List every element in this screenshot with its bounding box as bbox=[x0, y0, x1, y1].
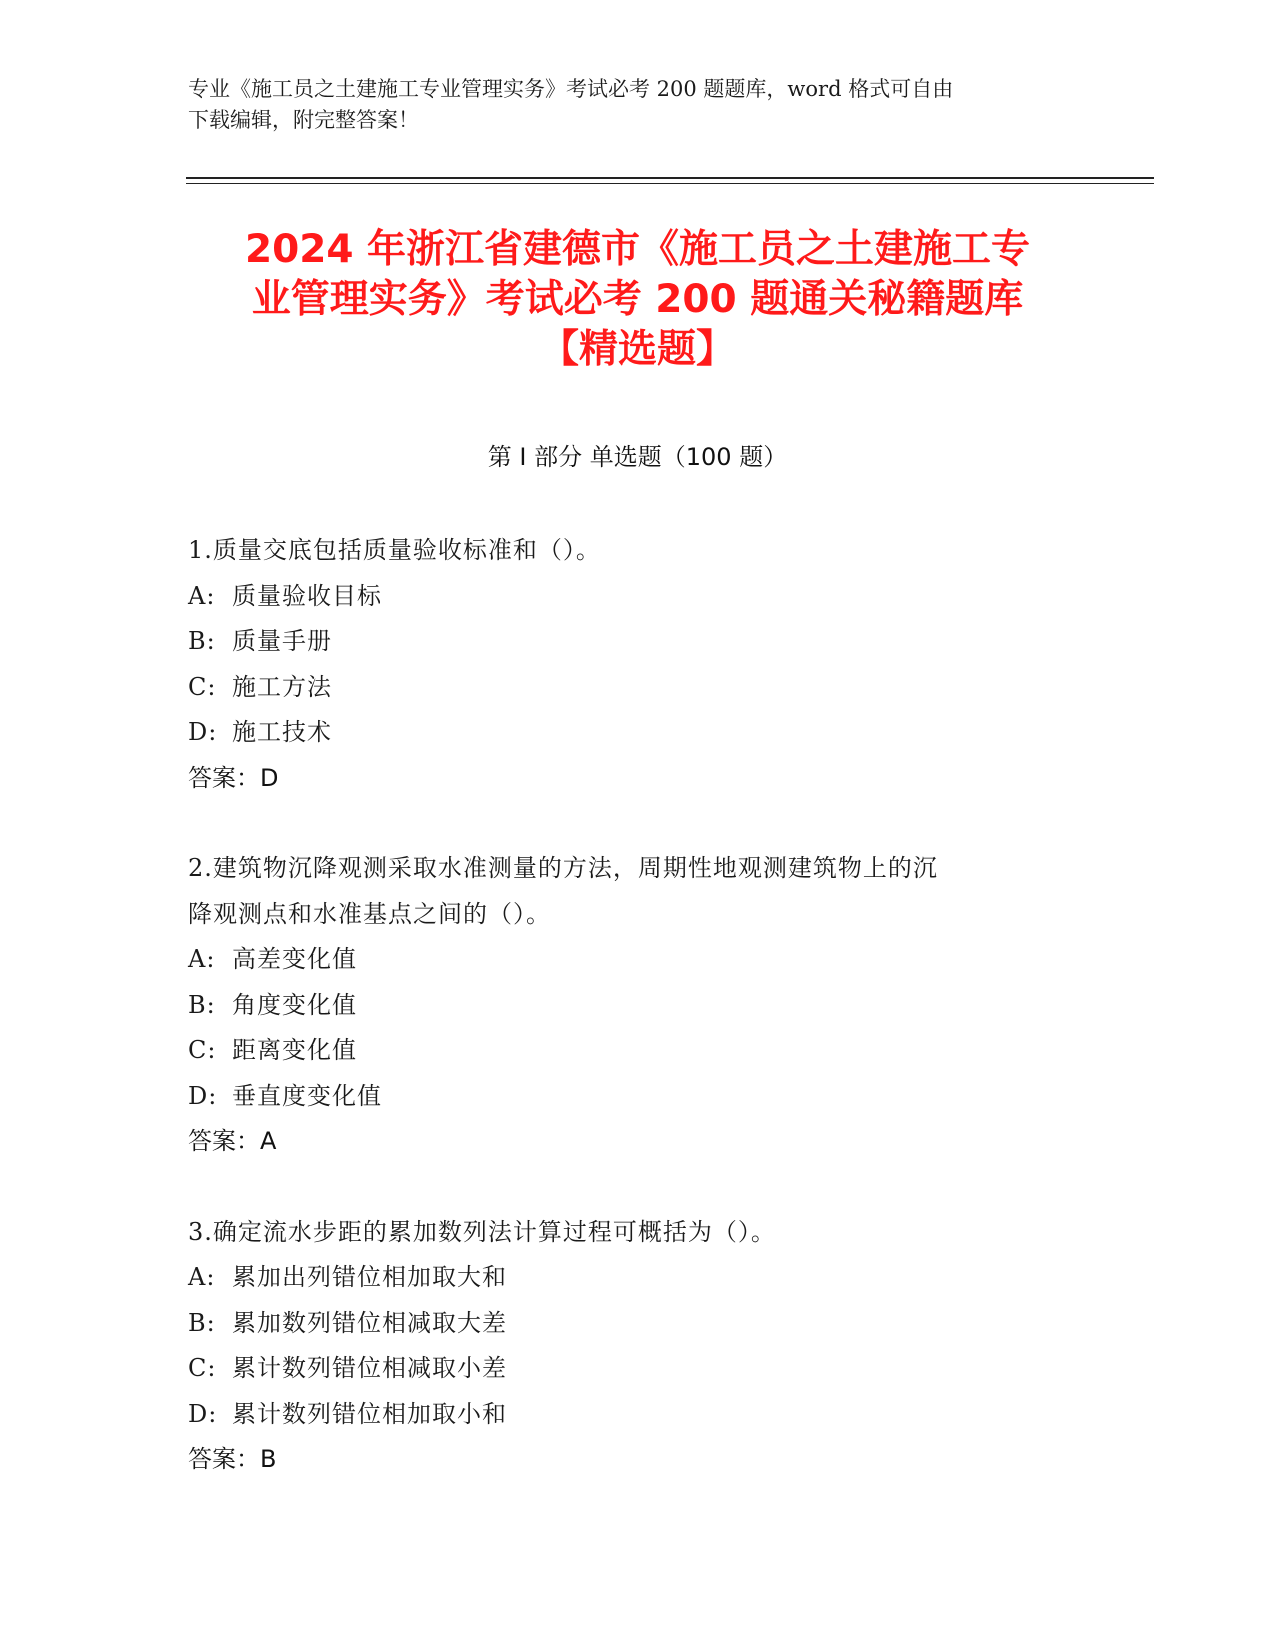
question-list bbox=[188, 528, 1088, 1528]
option-c bbox=[188, 1028, 1088, 1074]
question-stem-continued: 降观测点和水准基点之间的（）。 bbox=[188, 899, 551, 928]
option-d bbox=[188, 1392, 1088, 1438]
section-heading: 第 I 部分 单选题（100 题） bbox=[487, 443, 788, 471]
option-letter: B: bbox=[188, 627, 216, 655]
option-c bbox=[188, 665, 1088, 711]
title-line-1: 2024 年浙江省建德市《施工员之土建施工专 bbox=[244, 227, 1031, 272]
header-divider-thick bbox=[186, 177, 1154, 179]
option-c bbox=[188, 1346, 1088, 1392]
option-letter: B: bbox=[188, 1308, 216, 1337]
option-letter: B: bbox=[188, 990, 216, 1019]
option-a bbox=[188, 1255, 1088, 1301]
question-stem: 2.建筑物沉降观测采取水准测量的方法，周期性地观测建筑物上的沉 bbox=[188, 854, 938, 882]
header-note bbox=[188, 74, 1088, 136]
header-note-line-1: 专业《施工员之土建施工专业管理实务》考试必考 200 题题库，word 格式可自由 bbox=[188, 77, 954, 101]
option-letter: D: bbox=[188, 1081, 218, 1110]
option-text: 累计数列错位相加取小和 bbox=[232, 1399, 507, 1428]
question-3 bbox=[188, 1210, 1088, 1483]
title-line-3: 【精选题】 bbox=[539, 327, 735, 372]
question-stem: 1.质量交底包括质量验收标准和（）。 bbox=[188, 536, 601, 564]
option-text: 质量验收目标 bbox=[232, 581, 382, 610]
title-line-2: 业管理实务》考试必考 200 题通关秘籍题库 bbox=[251, 277, 1024, 322]
option-d bbox=[188, 710, 1088, 756]
answer-line: 答案：A bbox=[188, 1127, 277, 1155]
option-letter: C: bbox=[188, 1354, 217, 1382]
option-text: 垂直度变化值 bbox=[232, 1081, 382, 1110]
option-text: 累加数列错位相减取大差 bbox=[232, 1308, 507, 1337]
question-1 bbox=[188, 528, 1088, 801]
answer-line: 答案：B bbox=[188, 1445, 277, 1473]
option-text: 质量手册 bbox=[232, 627, 332, 655]
question-stem: 3.确定流水步距的累加数列法计算过程可概括为（）。 bbox=[188, 1217, 776, 1246]
option-text: 角度变化值 bbox=[232, 990, 357, 1019]
option-text: 累加出列错位相加取大和 bbox=[232, 1263, 507, 1291]
option-b bbox=[188, 619, 1088, 665]
option-text: 距离变化值 bbox=[232, 1036, 357, 1064]
option-a bbox=[188, 937, 1088, 983]
option-a bbox=[188, 574, 1088, 620]
option-text: 施工方法 bbox=[232, 672, 332, 701]
header-note-line-2: 下载编辑，附完整答案！ bbox=[188, 108, 419, 132]
option-letter: D: bbox=[188, 718, 218, 746]
option-letter: C: bbox=[188, 1036, 217, 1064]
option-letter: A: bbox=[188, 581, 216, 610]
header-divider-thin bbox=[186, 183, 1154, 184]
option-d bbox=[188, 1074, 1088, 1120]
question-2 bbox=[188, 846, 1088, 1165]
option-letter: C: bbox=[188, 672, 217, 701]
option-text: 累计数列错位相减取小差 bbox=[232, 1354, 507, 1382]
document-title bbox=[160, 225, 1115, 375]
option-text: 高差变化值 bbox=[232, 945, 357, 973]
option-letter: A: bbox=[188, 945, 216, 973]
answer-line: 答案：D bbox=[188, 763, 279, 792]
option-text: 施工技术 bbox=[232, 718, 332, 746]
option-letter: D: bbox=[188, 1399, 218, 1428]
option-b bbox=[188, 983, 1088, 1029]
option-b bbox=[188, 1301, 1088, 1347]
option-letter: A: bbox=[188, 1263, 216, 1291]
